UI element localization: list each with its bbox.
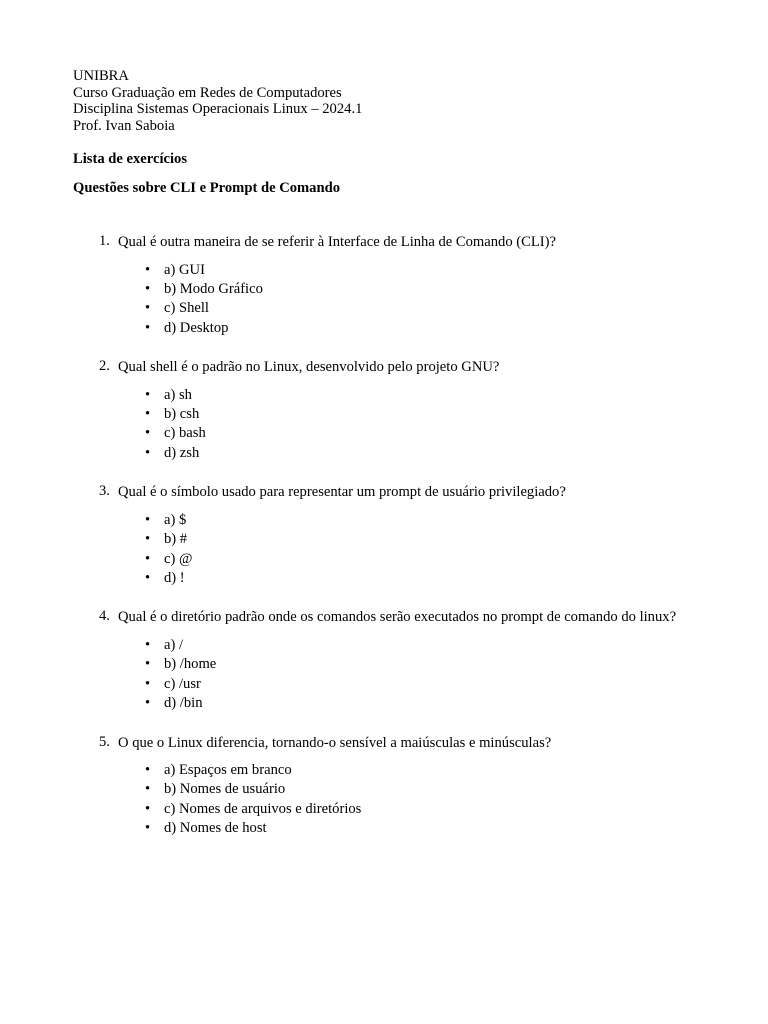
- bullet-icon: •: [145, 675, 151, 692]
- bullet-icon: •: [145, 781, 151, 798]
- option-text: b) #: [164, 531, 188, 548]
- option-list: [118, 636, 698, 714]
- list-title: Lista de exercícios: [73, 151, 188, 167]
- bullet-icon: •: [145, 261, 151, 278]
- option-text: d) /bin: [164, 695, 203, 712]
- bullet-icon: •: [145, 820, 151, 837]
- bullet-icon: •: [145, 406, 151, 423]
- option-item: [118, 550, 698, 569]
- option-item: [118, 530, 698, 549]
- option-item: [118, 655, 698, 674]
- bullet-icon: •: [145, 511, 151, 528]
- option-item: [118, 675, 698, 694]
- discipline-name: Disciplina Sistemas Operacionais Linux – 2024.1: [73, 101, 363, 117]
- question-text: Qual é o símbolo usado para representar um prompt de usuário privilegiado?: [118, 484, 566, 501]
- question-item: [73, 734, 698, 839]
- option-text: d) Desktop: [164, 319, 229, 336]
- question-item: [73, 608, 698, 713]
- option-text: d) zsh: [164, 444, 200, 461]
- question-number: 2.: [99, 358, 110, 375]
- subject-title: Questões sobre CLI e Prompt de Comando: [73, 179, 341, 196]
- question-number: 1.: [99, 233, 110, 249]
- question-number: 5.: [99, 733, 110, 750]
- option-text: b) Nomes de usuário: [164, 781, 286, 798]
- institution-name: UNIBRA: [73, 68, 129, 84]
- question-list: [73, 233, 698, 839]
- bullet-icon: •: [145, 636, 151, 653]
- option-item: [118, 800, 698, 819]
- bullet-icon: •: [145, 800, 151, 817]
- option-item: [118, 405, 698, 424]
- bullet-icon: •: [145, 656, 151, 673]
- option-item: [118, 319, 698, 338]
- question-number: 4.: [99, 608, 110, 625]
- option-text: c) @: [164, 550, 193, 567]
- bullet-icon: •: [145, 425, 151, 442]
- option-item: [118, 636, 698, 655]
- option-item: [118, 280, 698, 299]
- question-item: [73, 358, 698, 463]
- option-text: a) /: [164, 636, 184, 653]
- option-item: [118, 386, 698, 405]
- option-item: [118, 299, 698, 318]
- option-text: c) /usr: [164, 675, 201, 692]
- course-name: Curso Graduação em Redes de Computadores: [73, 84, 342, 101]
- bullet-icon: •: [145, 386, 151, 403]
- option-item: [118, 424, 698, 443]
- option-text: d) !: [164, 569, 185, 586]
- option-item: [118, 819, 698, 838]
- bullet-icon: •: [145, 300, 151, 317]
- professor-name: Prof. Ivan Saboia: [73, 117, 175, 134]
- option-text: c) Shell: [164, 300, 209, 317]
- bullet-icon: •: [145, 695, 151, 712]
- option-item: [118, 761, 698, 780]
- option-list: [118, 386, 698, 464]
- option-item: [118, 780, 698, 799]
- question-text: Qual é o diretório padrão onde os comandos serão executados no prompt de comando do linux?: [118, 609, 677, 626]
- option-text: a) GUI: [164, 261, 205, 278]
- option-text: b) Modo Gráfico: [164, 280, 263, 297]
- question-item: [73, 483, 698, 588]
- question-text: O que o Linux diferencia, tornando-o sensível a maiúsculas e minúsculas?: [118, 734, 552, 751]
- option-text: b) csh: [164, 406, 200, 423]
- option-text: a) $: [164, 511, 187, 528]
- option-text: c) Nomes de arquivos e diretórios: [164, 800, 362, 817]
- bullet-icon: •: [145, 531, 151, 548]
- bullet-icon: •: [145, 319, 151, 336]
- option-item: [118, 569, 698, 588]
- option-item: [118, 261, 698, 280]
- option-item: [118, 444, 698, 463]
- option-list: [118, 761, 698, 839]
- document-header: [73, 68, 698, 134]
- option-list: [118, 511, 698, 589]
- option-list: [118, 261, 698, 339]
- question-text: Qual é outra maneira de se referir à Interface de Linha de Comando (CLI)?: [118, 234, 556, 250]
- option-item: [118, 694, 698, 713]
- option-item: [118, 511, 698, 530]
- option-text: a) Espaços em branco: [164, 762, 292, 778]
- option-text: d) Nomes de host: [164, 820, 267, 837]
- question-text: Qual shell é o padrão no Linux, desenvolvido pelo projeto GNU?: [118, 359, 500, 376]
- question-item: [73, 233, 698, 338]
- bullet-icon: •: [145, 280, 151, 297]
- bullet-icon: •: [145, 550, 151, 567]
- option-text: c) bash: [164, 425, 206, 442]
- option-text: b) /home: [164, 656, 217, 673]
- option-text: a) sh: [164, 386, 192, 403]
- bullet-icon: •: [145, 762, 151, 778]
- question-number: 3.: [99, 483, 110, 500]
- bullet-icon: •: [145, 569, 151, 586]
- bullet-icon: •: [145, 444, 151, 461]
